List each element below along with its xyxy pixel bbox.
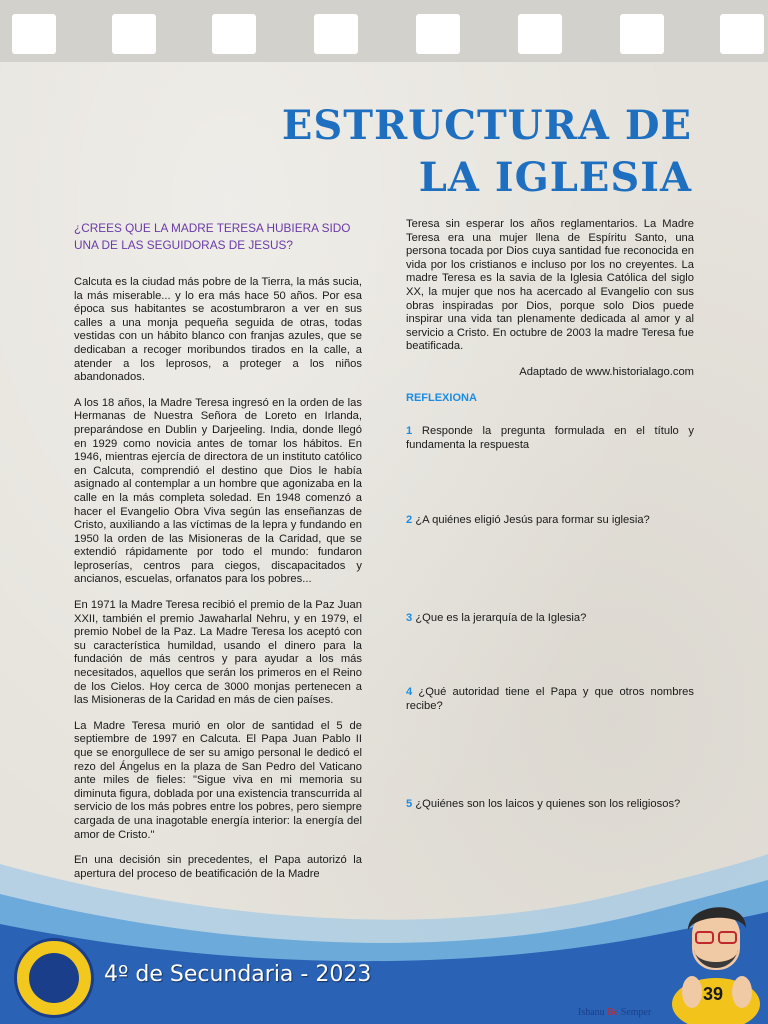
question-item [406, 514, 694, 528]
question-number: 3 [406, 612, 413, 624]
question-item [406, 798, 694, 812]
left-column [74, 220, 362, 893]
article-paragraph: A los 18 años, la Madre Teresa ingresó en la orden de las Hermanas de Nuestra Señora de Loreto en Irlanda, preparándose en Dublin y Darjeeling. India, donde llegó en 1929 como novicia antes de tomar los hábitos. En 1946, mientras ejercía de directora de un instituto católico en Calcuta, comprendió el destino que Dios le había asignado al contemplar a un hombre que agonizaba en la calle en la más completa soledad. En 1948 comenzó a hacer el Evangelio Obra Viva según las enseñanzas de Cristo, auxiliando a las víctimas de la lepra y fundando en 1950 la orden de las Misioneras de la Caridad, que se extendió rápidamente por todo el mundo: fundaron leproserías, centros para ciegos, discapacitados y ancianos, escuelas, orfanatos para los pobres... [74, 396, 362, 586]
footer-wave [0, 824, 768, 1024]
school-motto [578, 1007, 651, 1018]
article-paragraph: Calcuta es la ciudad más pobre de la Tierra, la más sucia, la más miserable... y lo era más hace 50 años. Por esa época sus habitantes se acostumbraron a ver en sus calles a una monja pequeña seguida de otras, todas vestidas con un hábito blanco con franjas azules, que se dedicaban a recoger moribundos tirados en la calle, a atender a los leprosos, a proteger a los niños abandonados. [74, 276, 362, 384]
question-item [406, 686, 694, 713]
question-heading: ¿CREES QUE LA MADRE TERESA HUBIERA SIDO UNA DE LAS SEGUIDORAS DE JESUS? [74, 221, 351, 252]
question-text: ¿A quiénes eligió Jesús para formar su iglesia? [415, 514, 650, 526]
binding-hole [212, 14, 256, 54]
binding-hole [112, 14, 156, 54]
binding-hole [314, 14, 358, 54]
question-number: 2 [406, 514, 413, 526]
article-paragraph: En 1971 la Madre Teresa recibió el premio de la Paz Juan XXII, también el premio Jawaharlal Nehru, y en 1979, el premio Nobel de la Paz. La Madre Teresa los aceptó con su característica humildad, usando el dinero para la fundación de más centros y para ayudar a los más necesitados, aquellos que serán los primeros en el Reino de los Cielos. Hoy cerca de 3000 monjas pertenecen a las Misioneras de la Caridad en más de cien países. [74, 599, 362, 707]
question-text: Responde la pregunta formulada en el título y fundamenta la respuesta [406, 425, 695, 451]
binding-hole [720, 14, 764, 54]
binding-hole [518, 14, 562, 54]
question-number: 4 [406, 686, 413, 698]
school-crest [14, 938, 94, 1018]
article-paragraph: La Madre Teresa murió en olor de santidad el 5 de septiembre de 1997 en Calcuta. El Papa Juan Pablo II que se enorgullece de ser su amigo personal le dedicó el rezo del Ángelus en la plaza de San Pedro del Vaticano ante miles de fieles: "Sigue viva en mi memoria su diminuta figura, doblada por una existencia transcurrida al servicio de los más pobres entre los pobres, pero siempre cargada de una inagotable energía interior: la energía del amor de Cristo." [74, 719, 362, 841]
page-title [232, 100, 692, 204]
question-text: ¿Quiénes son los laicos y quienes son los religiosos? [415, 798, 681, 810]
notebook-binding-strip [0, 0, 768, 62]
right-column [406, 218, 694, 417]
article-paragraph: En una decisión sin precedentes, el Papa autorizó la apertura del proceso de beatificación de la Madre [74, 854, 362, 880]
question-text: ¿Qué autoridad tiene el Papa y que otros nombres recibe? [406, 686, 695, 712]
page-number: 39 [703, 984, 724, 1004]
title-line-2: LA IGLESIA [418, 154, 692, 201]
motto-word: Semper [620, 1007, 652, 1018]
title-line-1: ESTRUCTURA DE [281, 102, 692, 149]
binding-hole [620, 14, 664, 54]
question-number: 5 [406, 798, 413, 810]
question-item [406, 425, 694, 452]
article-paragraph-continued: Teresa sin esperar los años reglamentarios. La Madre Teresa era una mujer llena de Espíritu Santo, una persona tocada por Dios cuya santidad fue reconocida en vida por los cristianos e incluso por los no creyentes. La madre Teresa es la savia de la Iglesia Católica del siglo XX, la mujer que nos ha acercado al Evangelio con sus obras inspiradas por Dios, porque solo Dios puede inspirar una vida tan plenamente dedicada al amor y al servicio a Cristo. En octubre de 2003 la madre Teresa fue beatificada. [406, 218, 694, 353]
source-credit: Adaptado de www.historialago.com [519, 365, 694, 378]
binding-hole [12, 14, 56, 54]
binding-hole [416, 14, 460, 54]
question-text: ¿Que es la jerarquía de la Iglesia? [415, 612, 587, 624]
crest-shield [29, 953, 79, 1003]
reflexiona-heading: REFLEXIONA [406, 391, 477, 404]
question-number: 1 [406, 425, 413, 437]
question-item [406, 612, 694, 626]
motto-word-red: Be [607, 1007, 619, 1018]
footer-grade-label: 4º de Secundaria - 2023 [104, 962, 372, 987]
motto-word: Ishanu [578, 1007, 605, 1018]
